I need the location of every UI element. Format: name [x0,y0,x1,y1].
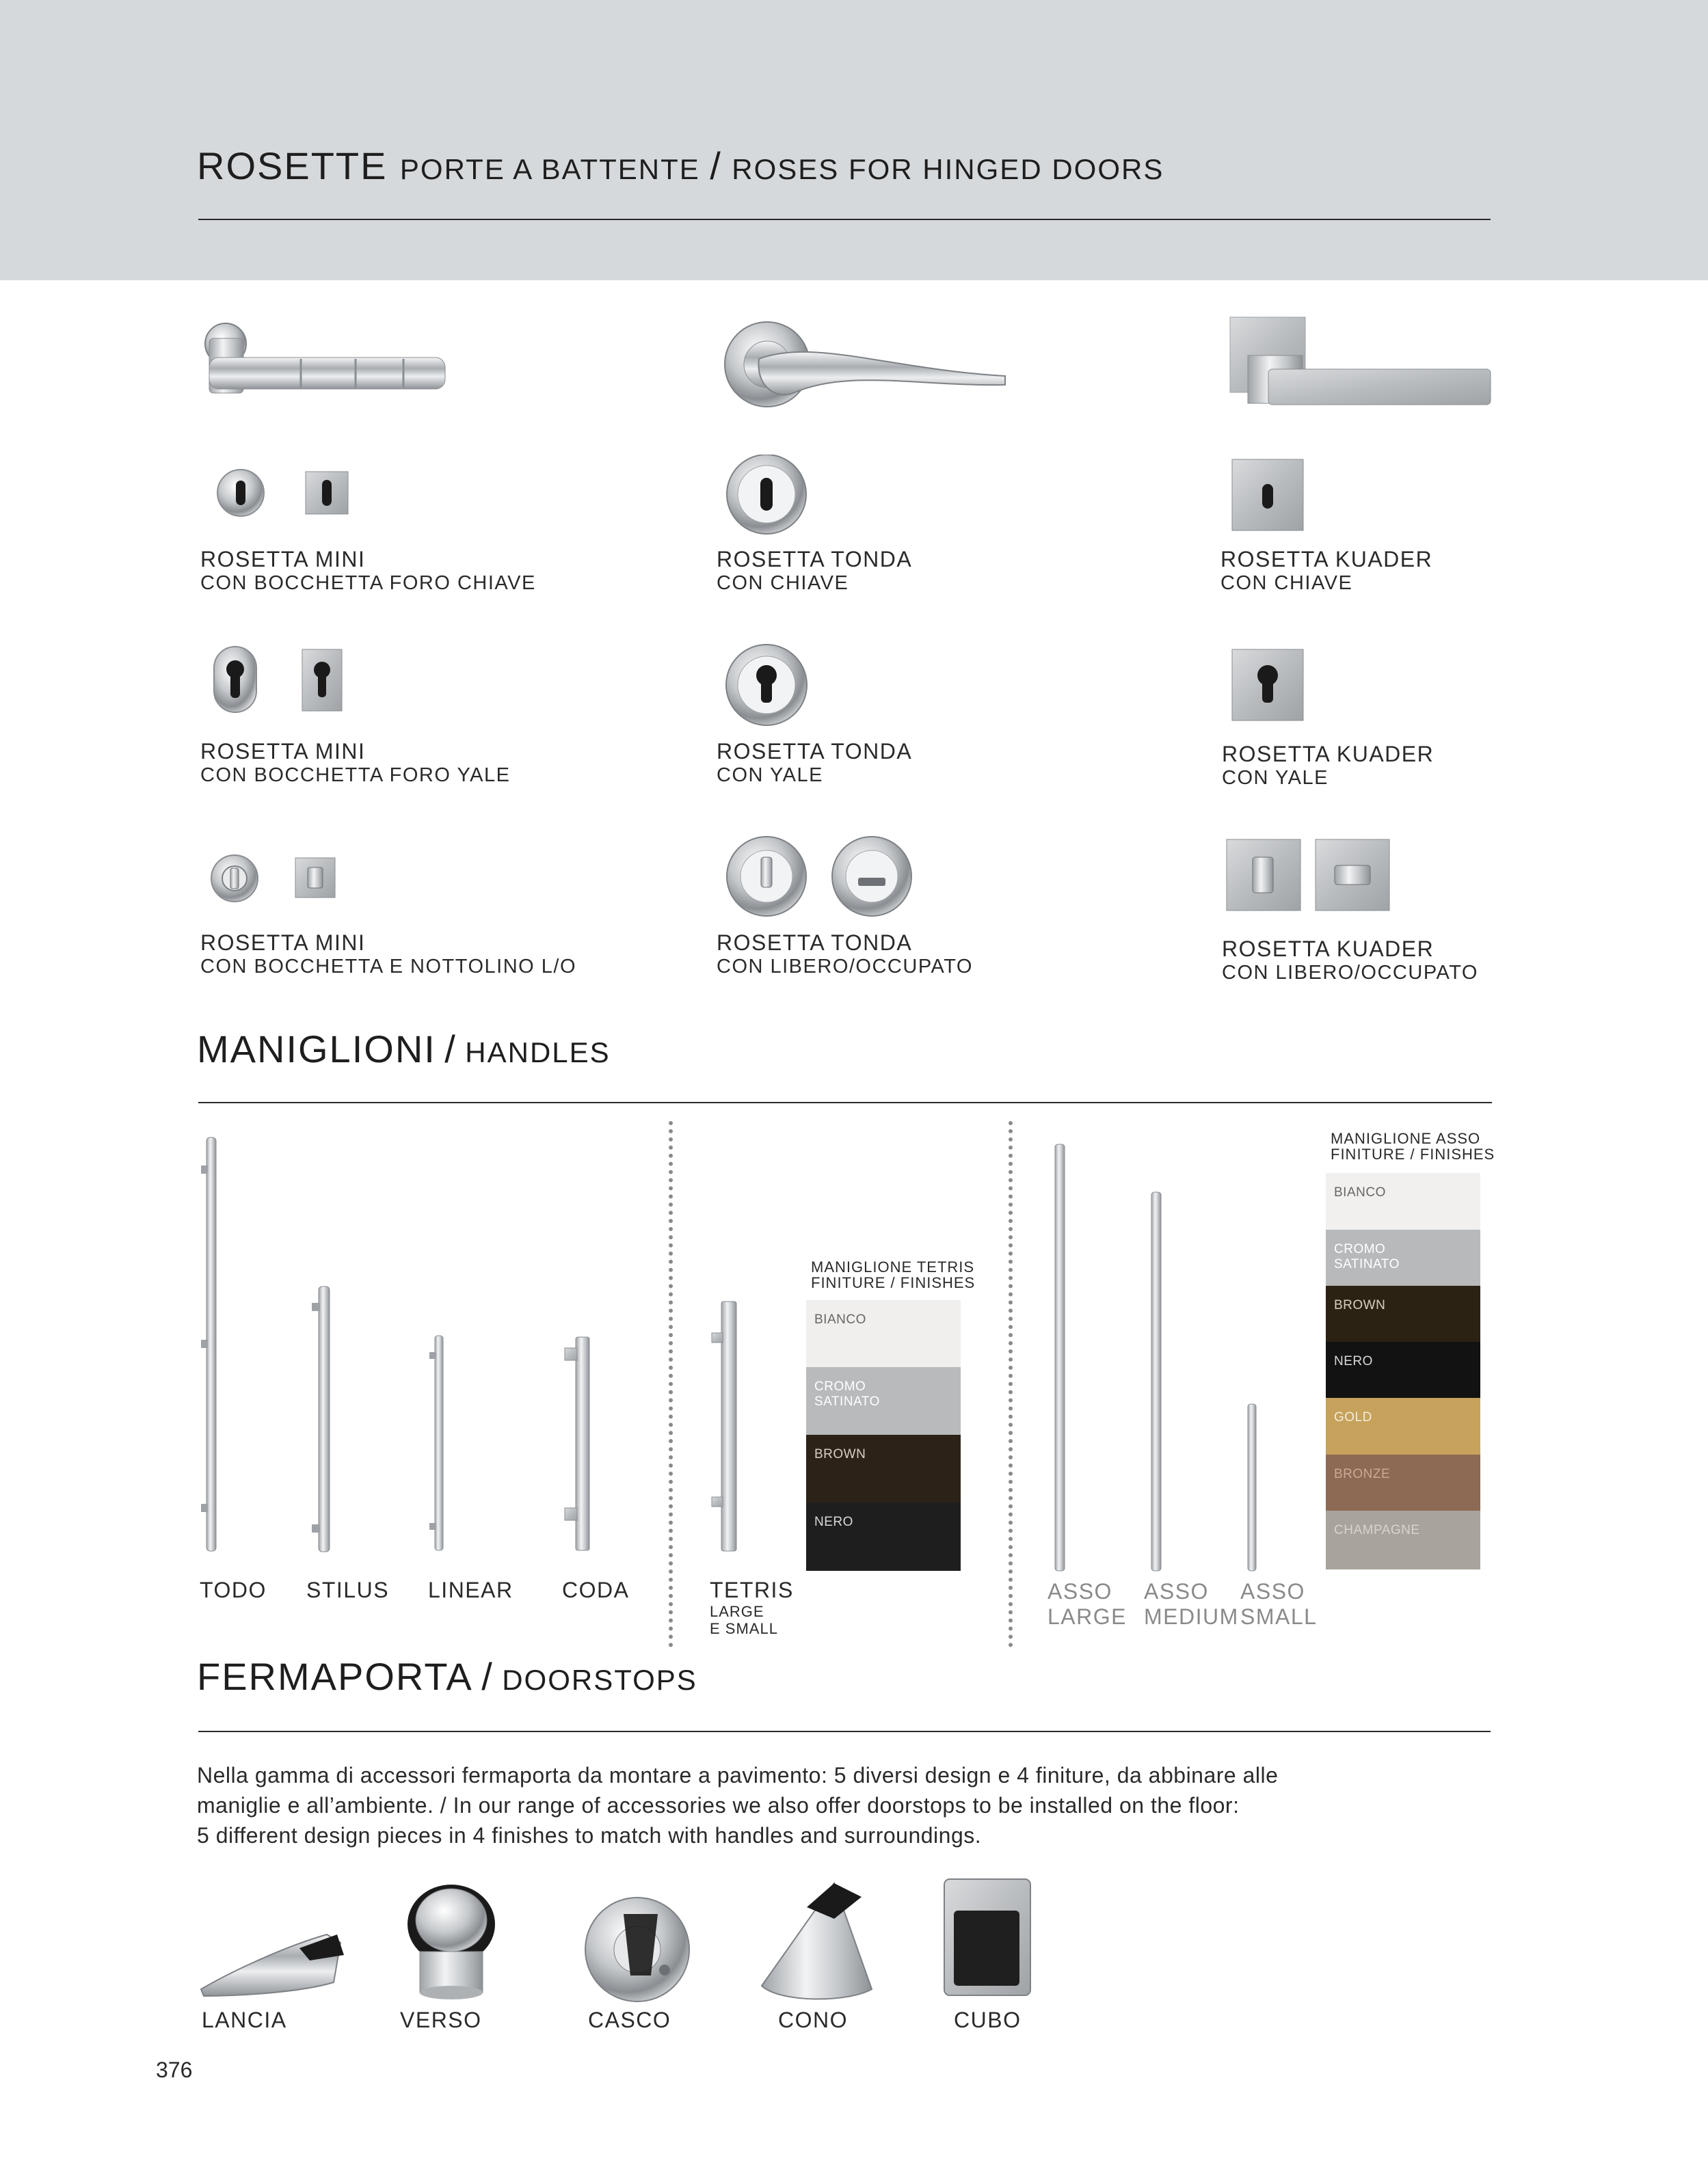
rose-square-yale-icon [1231,648,1306,723]
tetris-finishes-title: MANIGLIONE TETRIS FINITURE / FINISHES [811,1258,976,1291]
rose-label-mini-key: ROSETTA MINI CON BOCCHETTA FORO CHIAVE [200,547,536,594]
handle-bar-linear [428,1333,451,1555]
handle-bar-coda [562,1334,596,1555]
handle-label-coda: CODA [562,1578,630,1602]
asso-swatch-bianco: BIANCO [1326,1173,1480,1230]
rose-square-key-icon [1231,458,1306,533]
rose-mini-round-key-icon [215,468,267,519]
handles-divider [198,1102,1492,1103]
rose-round-yale-icon [723,643,812,728]
asso-swatch-nero: NERO [1326,1342,1480,1398]
handle-bar-stilus [310,1284,338,1555]
rose-label-mini-yale: ROSETTA MINI CON BOCCHETTA FORO YALE [200,739,511,786]
rose-mini-square-privacy-icon [294,857,338,900]
handle-bar-asso-small [1242,1401,1263,1574]
doorstop-verso-image [403,1883,499,2003]
handle-bar-asso-medium [1146,1189,1168,1574]
handle-label-asso-large: ASSO LARGE [1048,1579,1127,1629]
handle-bar-tetris [709,1299,743,1555]
tetris-swatch-cromo-satinato: CROMO SATINATO [806,1367,961,1435]
doorstop-cubo-image [940,1870,1036,2003]
handle-label-asso-medium: ASSO MEDIUM [1144,1579,1239,1629]
doorstops-divider [198,1731,1491,1732]
rose-label-round-yale: ROSETTA TONDA CON YALE [717,739,913,786]
doorstop-label-casco: CASCO [588,2008,671,2032]
asso-swatch-cromo-satinato: CROMO SATINATO [1326,1230,1480,1286]
title-rosette: ROSETTE [197,144,388,187]
rose-mini-square-key-icon [304,470,351,517]
doorstop-lancia-image [197,1907,347,2003]
handle-label-tetris: TETRIS LARGE E SMALL [710,1578,794,1637]
doorstop-label-verso: VERSO [400,2008,482,2032]
handle-image-bamboo [198,318,458,407]
handle-bar-asso-large [1050,1142,1071,1574]
asso-swatch-brown: BROWN [1326,1286,1480,1342]
title-rosette-en: ROSES FOR HINGED DOORS [732,153,1164,185]
handle-image-wave [718,311,1012,420]
page-number: 376 [156,2058,193,2082]
rose-label-mini-privacy: ROSETTA MINI CON BOCCHETTA E NOTTOLINO L/O [200,930,576,978]
section-title-handles: MANIGLIONI / HANDLES [197,1027,611,1070]
header-divider [198,219,1491,220]
page-title [197,144,1164,188]
handle-label-stilus: STILUS [306,1578,390,1602]
asso-swatch-gold: GOLD [1326,1398,1480,1455]
rose-mini-round-yale-icon [212,645,260,716]
dotted-separator-1 [669,1121,673,1647]
rose-mini-round-privacy-icon [209,853,261,904]
handle-image-kuader [1227,314,1501,417]
rose-round-privacy-icons [723,835,921,919]
handle-label-todo: TODO [200,1578,267,1602]
tetris-swatch-bianco: BIANCO [806,1300,961,1367]
doorstop-label-lancia: LANCIA [202,2008,287,2032]
rose-round-key-icon [723,455,812,535]
rose-label-square-yale: ROSETTA KUADER CON YALE [1222,742,1435,789]
tetris-swatch-nero: NERO [806,1502,961,1571]
dotted-separator-2 [1009,1121,1013,1647]
title-slash: / [710,144,722,187]
doorstop-casco-image [583,1893,692,2003]
rose-label-square-key: ROSETTA KUADER CON CHIAVE [1220,547,1433,594]
rose-label-round-key: ROSETTA TONDA CON CHIAVE [717,547,913,594]
header-band [0,0,1708,280]
tetris-swatch-brown: BROWN [806,1435,961,1502]
doorstop-label-cono: CONO [778,2008,848,2032]
handle-label-asso-small: ASSO SMALL [1240,1579,1318,1629]
rose-mini-square-yale-icon [301,648,345,714]
doorstop-label-cubo: CUBO [954,2008,1022,2032]
rose-label-square-privacy: ROSETTA KUADER CON LIBERO/OCCUPATO [1222,936,1478,984]
rose-label-round-privacy: ROSETTA TONDA CON LIBERO/OCCUPATO [717,930,973,978]
handle-label-linear: LINEAR [428,1578,513,1602]
handle-bar-todo [200,1135,227,1555]
rose-square-privacy-icons [1225,838,1393,915]
doorstop-cono-image [759,1870,875,2003]
asso-finishes-title: MANIGLIONE ASSO FINITURE / FINISHES [1331,1130,1495,1163]
asso-swatch-champagne: CHAMPAGNE [1326,1511,1480,1569]
title-rosette-sub: PORTE A BATTENTE [399,153,700,185]
section-title-doorstops: FERMAPORTA / DOORSTOPS [197,1655,697,1698]
asso-swatch-bronze: BRONZE [1326,1455,1480,1511]
doorstops-description: Nella gamma di accessori fermaporta da montare a pavimento: 5 diversi design e 4 finiture, da abbinare alle maniglie e all’ambiente. / In our range of accessories we also offer doorstops to be installed on the floor: 5 different design pieces in 4 finishes to match with handles and surroundings. [197,1763,1279,1848]
